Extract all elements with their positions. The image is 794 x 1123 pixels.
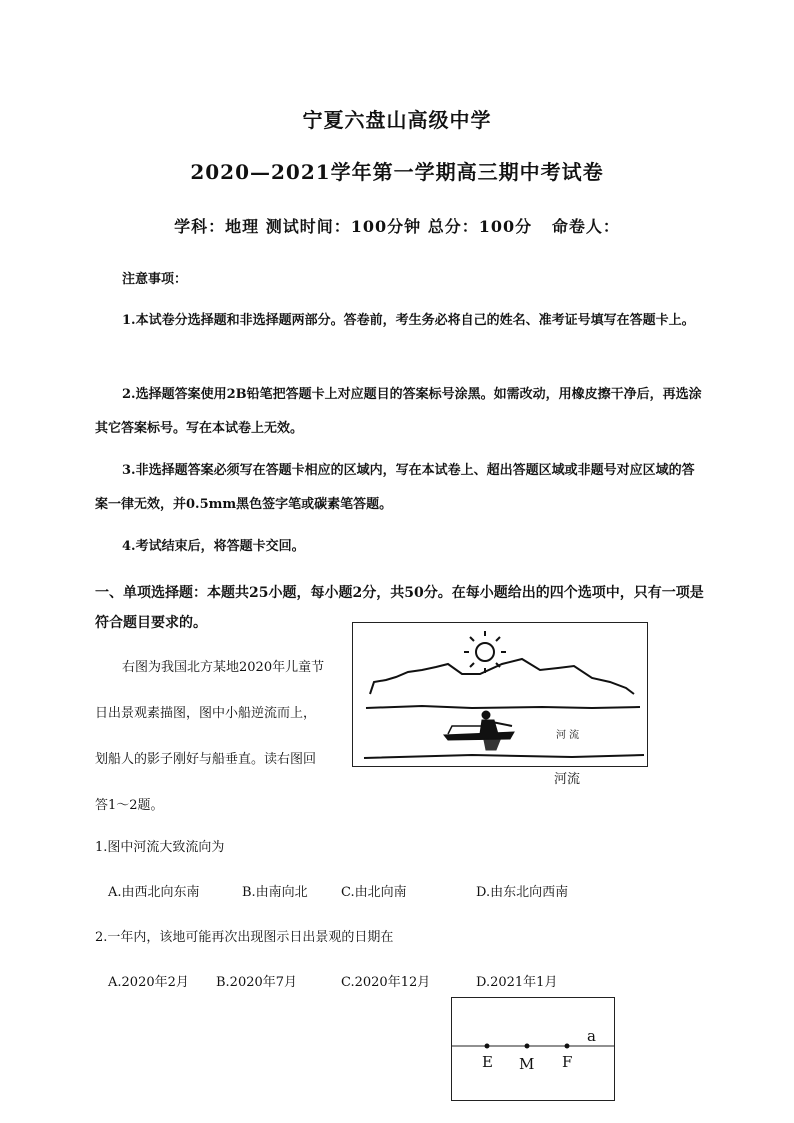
figure-frame (353, 623, 648, 767)
label-f: F (562, 1053, 573, 1071)
notice-item-3: 3.非选择题答案必须写在答题卡相应的区域内，写在本试卷上、超出答题区域或非题号对应区域的答案一律无效，并0.5mm黑色签字笔或碳素笔答题。 (95, 463, 695, 512)
q1-option-b: B.由南向北 (242, 885, 308, 900)
label-a: a (587, 1027, 596, 1045)
exam-title: 2020—2021学年第一学期高三期中考试卷 (190, 160, 604, 184)
q1-option-d: D.由东北向西南 (476, 885, 569, 900)
q1-option-c: C.由北向南 (341, 885, 407, 900)
river-label: 河 流 (556, 730, 580, 741)
notice-item-1: 1.本试卷分选择题和非选择题两部分。答卷前，考生务必将自己的姓名、准考证号填写在答题卡上。 (122, 313, 695, 328)
mountain-ridge (370, 659, 634, 694)
emf-diagram (451, 997, 615, 1101)
point-m (525, 1044, 530, 1049)
q2-option-b: B.2020年7月 (216, 975, 298, 990)
figure-intro-text: 右图为我国北方某地2020年儿童节日出景观素描图，图中小船逆流而上，划船人的影子刚好与船垂直。读右图回答1～2题。 (95, 660, 325, 813)
label-m: M (519, 1055, 535, 1073)
notice-title: 注意事项： (122, 272, 188, 287)
figure-caption: 河流 (554, 772, 581, 787)
notice-item-4: 4.考试结束后，将答题卡交回。 (122, 539, 305, 554)
section-heading: 一、单项选择题：本题共25小题，每小题2分，共50分。在每小题给出的四个选项中，只有一项是符合题目要求的。 (95, 585, 704, 631)
q2-option-c: C.2020年12月 (341, 975, 431, 990)
notice-item-2: 2.选择题答案使用2B铅笔把答题卡上对应题目的答案标号涂黑。如需改动，用橡皮擦干净后，再选涂其它答案标号。写在本试卷上无效。 (95, 387, 702, 436)
subject-line: 学科：地理 测试时间：100分钟 总分：100分 命卷人： (174, 217, 620, 236)
far-shore (364, 755, 644, 758)
near-shore (366, 706, 640, 708)
question-2-stem: 2.一年内，该地可能再次出现图示日出景观的日期在 (95, 930, 394, 945)
point-f (565, 1044, 570, 1049)
point-e (485, 1044, 490, 1049)
q2-option-a: A.2020年2月 (108, 975, 189, 990)
school-name: 宁夏六盘山高级中学 (302, 108, 492, 132)
q2-option-d: D.2021年1月 (476, 975, 558, 990)
q1-option-a: A.由西北向东南 (108, 885, 200, 900)
label-e: E (482, 1053, 493, 1071)
sun-icon (464, 631, 506, 673)
boat-with-rower (444, 711, 514, 750)
diagram-frame (452, 998, 615, 1101)
sunrise-river-figure (352, 622, 648, 767)
question-1-stem: 1.图中河流大致流向为 (95, 840, 225, 855)
